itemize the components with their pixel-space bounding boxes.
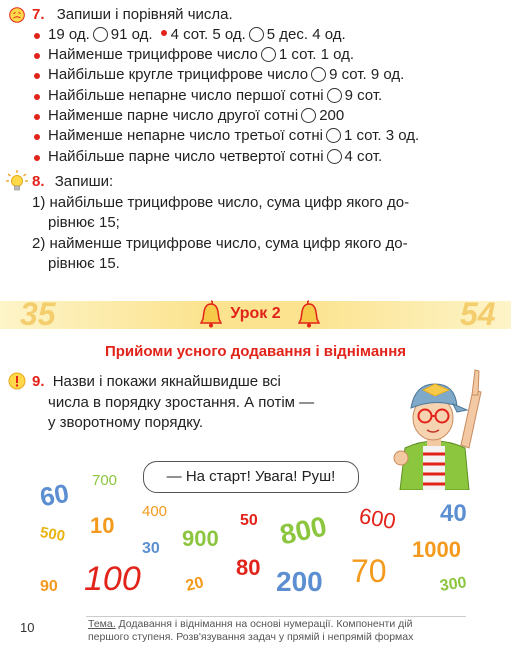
- task7-item: [48, 87, 382, 105]
- item-right: 1 сот. 1 од.: [278, 46, 355, 63]
- compare-circle[interactable]: [326, 128, 341, 143]
- compare-circle[interactable]: [249, 27, 264, 42]
- task9-line2: числа в порядку зростання. А потім —: [48, 394, 315, 411]
- row1-c: 4 сот. 5 од.: [170, 26, 246, 43]
- task7-heading: [32, 6, 233, 24]
- task8-sub1-line1: 1) найбільше трицифрове число, сума цифр якого до-: [32, 194, 410, 211]
- task7-instruction: Запиши і порівняй числа.: [56, 6, 233, 23]
- compare-circle[interactable]: [261, 47, 276, 62]
- task9-text: Назви і покажи якнайшвидше всі: [52, 373, 281, 390]
- number-500[interactable]: 500: [38, 523, 67, 546]
- number-900[interactable]: 900: [182, 526, 219, 551]
- boy-illustration: [365, 350, 505, 490]
- row1-b: 91 од.: [110, 26, 153, 43]
- item-left: Найменше непарне число третьої сотні: [48, 127, 323, 144]
- footer-topic: [88, 618, 458, 644]
- lesson-deco-left: 35: [20, 296, 56, 332]
- surprise-face-icon: [9, 7, 25, 23]
- item-left: Найбільше непарне число першої сотні: [48, 87, 324, 104]
- task7-item: [48, 107, 344, 125]
- number-600[interactable]: 600: [357, 503, 398, 535]
- lesson-title: Урок 2: [230, 305, 281, 322]
- number-40[interactable]: 40: [440, 500, 467, 527]
- compare-circle[interactable]: [301, 108, 316, 123]
- row1-d: 5 дес. 4 од.: [266, 26, 346, 43]
- bullet: [34, 53, 40, 59]
- task9-line1: [32, 373, 281, 391]
- lesson-deco-right: 54: [460, 296, 496, 332]
- bullet: [34, 155, 40, 161]
- number-800[interactable]: 800: [277, 510, 330, 551]
- task7-row1: [48, 26, 346, 44]
- bullet: [34, 73, 40, 79]
- item-left: Найбільше парне число четвертої сотні: [48, 148, 324, 165]
- lightbulb-icon: [6, 170, 28, 194]
- item-left: Найменше трицифрове число: [48, 46, 258, 63]
- bullet: [34, 114, 40, 120]
- task8-heading: [32, 173, 113, 191]
- bullet: [34, 33, 40, 39]
- footer-label: Тема.: [88, 618, 116, 630]
- item-right: 9 сот.: [344, 87, 383, 104]
- bullet: [161, 30, 167, 36]
- compare-circle[interactable]: [311, 67, 326, 82]
- footer-divider: [86, 616, 466, 617]
- compare-circle[interactable]: [327, 88, 342, 103]
- number-90[interactable]: 90: [40, 578, 58, 595]
- item-right: 4 сот.: [344, 148, 383, 165]
- number-30[interactable]: 30: [142, 540, 160, 557]
- task8-sub2-line1: 2) найменше трицифрове число, сума цифр якого до-: [32, 235, 408, 252]
- task7-item: [48, 46, 354, 64]
- bullet: [34, 94, 40, 100]
- task8-sub1-line2: рівнює 15;: [48, 214, 120, 231]
- task7-item: [48, 127, 419, 145]
- number-700[interactable]: 700: [92, 472, 118, 489]
- compare-circle[interactable]: [93, 27, 108, 42]
- number-50[interactable]: 50: [240, 512, 258, 529]
- number-80[interactable]: 80: [236, 555, 261, 580]
- item-left: Найбільше кругле трицифрове число: [48, 66, 309, 83]
- task8-number: 8.: [32, 173, 45, 190]
- lesson-subtitle: Прийоми усного додавання і віднімання: [104, 343, 407, 360]
- number-1000[interactable]: 1000: [412, 537, 461, 562]
- footer-text-2: першого ступеня. Розв'язування задач у прямій і непрямій формах: [88, 631, 414, 643]
- number-100[interactable]: 100: [84, 560, 141, 598]
- compare-circle[interactable]: [327, 149, 342, 164]
- task8-sub2-line2: рівнює 15.: [48, 255, 120, 272]
- number-70[interactable]: 70: [351, 553, 387, 589]
- item-left: Найменше парне число другої сотні: [48, 107, 299, 124]
- bullet: [34, 134, 40, 140]
- task8-instruction: Запиши:: [54, 173, 114, 190]
- task7-item: [48, 148, 382, 166]
- number-20[interactable]: 20: [184, 574, 206, 595]
- number-400[interactable]: 400: [142, 503, 168, 520]
- task9-line3: у зворотному порядку.: [48, 414, 204, 431]
- item-right: 1 сот. 3 од.: [343, 127, 420, 144]
- exclamation-icon: [8, 372, 26, 395]
- speech-bubble: — На старт! Увага! Руш!: [143, 461, 359, 493]
- item-right: 9 сот. 9 од.: [329, 66, 405, 83]
- row1-a: 19 од.: [48, 26, 90, 43]
- number-60[interactable]: 60: [37, 477, 72, 513]
- page-number: 10: [20, 620, 35, 635]
- number-200[interactable]: 200: [276, 566, 323, 597]
- number-300[interactable]: 300: [438, 574, 468, 595]
- number-10[interactable]: 10: [90, 513, 115, 538]
- item-right: 200: [319, 107, 345, 124]
- task9-number: 9.: [32, 373, 45, 390]
- footer-text-1: Додавання і віднімання на основі нумерації. Компоненти дій: [115, 618, 413, 630]
- task7-item: [48, 66, 404, 84]
- task7-number: 7.: [32, 6, 45, 23]
